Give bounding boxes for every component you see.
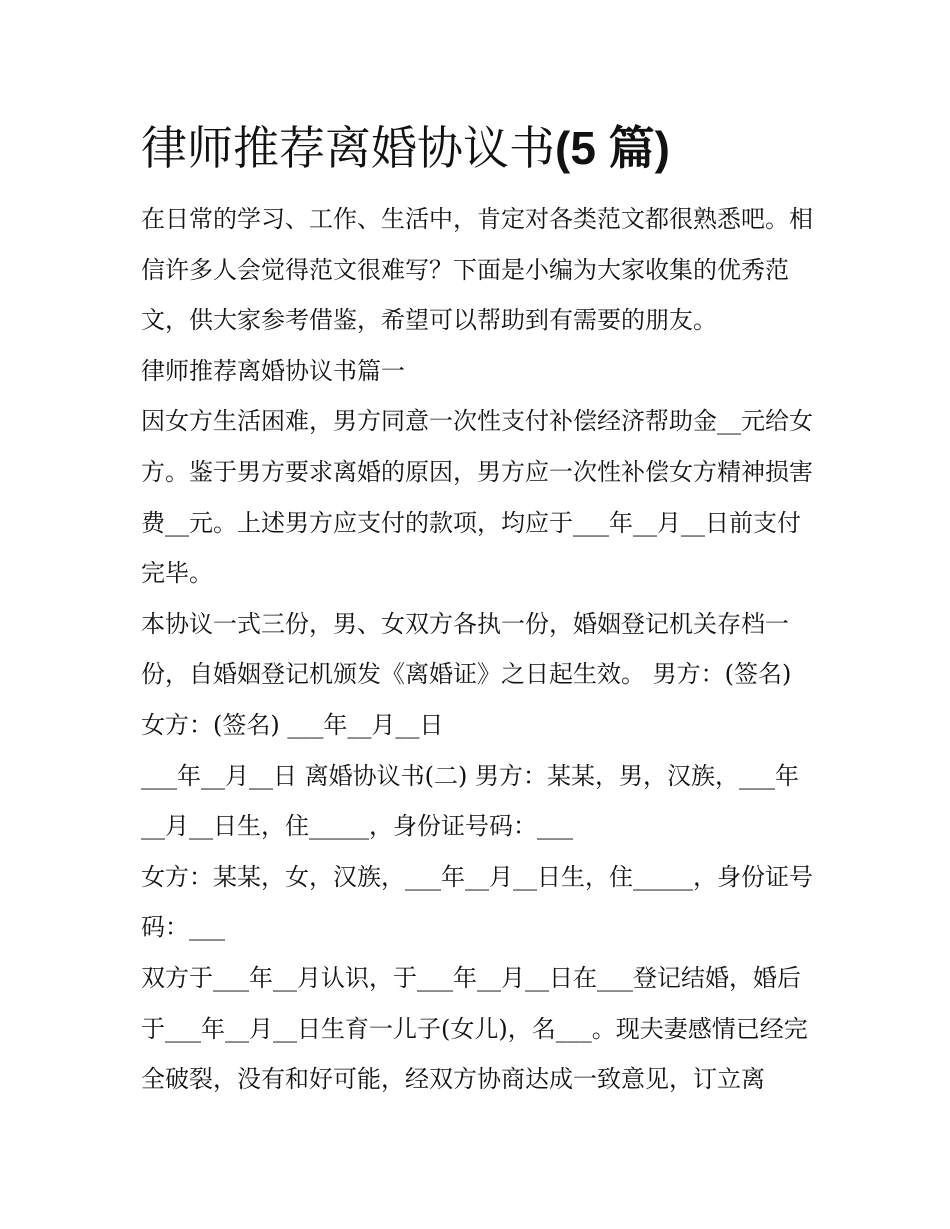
title-text: 律师推荐离婚协议书 xyxy=(141,121,555,175)
intro-paragraph: 在日常的学习、工作、生活中，肯定对各类范文都很熟悉吧。相信许多人会觉得范文很难写？下面是小编为大家收集的优秀范文，供大家参考借鉴，希望可以帮助到有需要的朋友。 xyxy=(141,205,813,335)
section-heading-1: 律师推荐离婚协议书篇一 xyxy=(141,356,405,385)
document-title xyxy=(141,112,821,184)
marriage-history-paragraph: 双方于___年__月认识，于___年__月__日在___登记结婚，婚后于___年__月__日生育一儿子(女儿)，名___。现夫妻感情已经完全破裂，没有和好可能，经双方协商达成一致意见，订立离 xyxy=(141,963,808,1094)
agreement-two-male-party: ___年__月__日 离婚协议书(二) 男方：某某，男，汉族，___年__月__日生，住_____，身份证号码：___ xyxy=(141,761,799,841)
compensation-paragraph: 因女方生活困难，男方同意一次性支付补偿经济帮助金__元给女方。鉴于男方要求离婚的原因，男方应一次性补偿女方精神损害费__元。上述男方应支付的款项，均应于___年__月__日前支付完毕。 xyxy=(141,407,813,588)
document-body xyxy=(141,112,821,1105)
title-count: (5 篇) xyxy=(555,122,670,174)
copies-signature-paragraph: 本协议一式三份，男、女双方各执一份，婚姻登记机关存档一份，自婚姻登记机颁发《离婚证》之日起生效。 男方：(签名) 女方：(签名) ___年__月__日 xyxy=(141,609,792,739)
female-party-paragraph: 女方：某某，女，汉族，___年__月__日生，住_____，身份证号码：___ xyxy=(141,862,813,942)
